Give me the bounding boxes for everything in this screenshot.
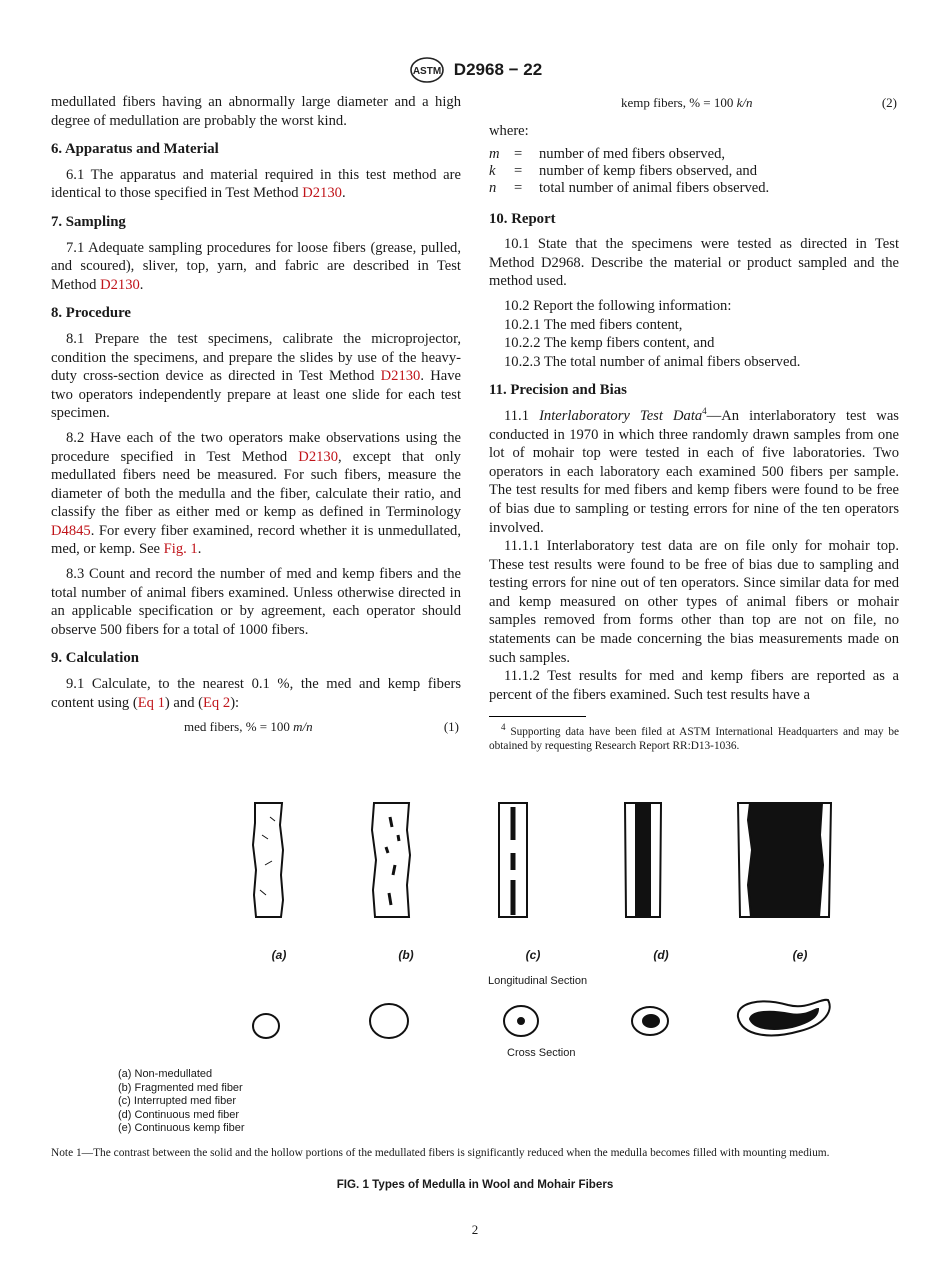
longitudinal-section-label: Longitudinal Section [488, 975, 588, 987]
right-column [489, 94, 899, 753]
fiber-a-cross-section [253, 1014, 279, 1038]
section-6-heading: 6. Apparatus and Material [51, 141, 219, 158]
paragraph-6-1: 6.1 The apparatus and material required in this test method are identical to those specified in Test Method D2130. [51, 166, 461, 202]
equation-1: med fibers, % = 100 m/n (1) [51, 718, 461, 738]
paragraph-11-1: 11.1 Interlaboratory Test Data$^4$—An interlaboratory test was conducted in 1970 in which three randomly drawn samples from one lot of mohair top were tested in each of five laboratories. Two operators in each laboratory each examined 500 fibers per sample. The test results for med fibers and kemp fibers were found to be free of bias due to sampling or testing errors for nine of the ten operators involved. [489, 406, 899, 536]
panel-label-c: (c) [525, 948, 541, 962]
footnote-marker: 4 [702, 406, 707, 417]
svg-text:ASTM: ASTM [412, 66, 441, 77]
footnote-divider [489, 716, 586, 717]
paragraph-7-1: 7.1 Adequate sampling procedures for loose fibers (grease, pulled, and scoured), sliver, top, yarn, and fabric are described in Test Method D2130. [51, 239, 461, 293]
paragraph-8-1: 8.1 Prepare the test specimens, calibrate the microprojector, condition the specimens, and prepare the slides by use of the heavy-duty cross-section device as directed in Test Method D2130. Have two operators independently prepare at least one slide for each test specimen. [51, 330, 461, 422]
panel-label-b: (b) [398, 948, 414, 962]
left-column [51, 93, 461, 738]
ref-d2130-link[interactable]: D2130 [302, 185, 342, 202]
panel-label-e: (e) [792, 948, 808, 962]
where-label: where: [489, 123, 529, 139]
astm-logo-icon [408, 56, 446, 84]
footnote: $^4$ Supporting data have been filed at ASTM International Headquarters and may be obtained by requesting Research Report RR:D13-1036. [489, 722, 900, 753]
ref-eq1-link[interactable]: Eq 1 [137, 694, 165, 711]
paragraph-10-2: 10.2 Report the following information: [504, 297, 732, 314]
page-header [0, 56, 950, 84]
legend-item: (d) Continuous med fiber [118, 1108, 240, 1121]
figure-title: FIG. 1 Types of Medulla in Wool and Mohair Fibers [336, 1178, 614, 1191]
section-8-heading: 8. Procedure [51, 305, 131, 322]
legend-item: (e) Continuous kemp fiber [118, 1122, 245, 1135]
legend-item: (a) Non-medullated [118, 1068, 213, 1080]
paragraph-11-1-2: 11.1.2 Test results for med and kemp fibers are reported as a percent of the fibers examined. Such test results have a [489, 668, 899, 703]
paragraph-11-1-1: 11.1.1 Interlaboratory test data are on file only for mohair top. These test results were found to be free of bias due to sampling and testing errors for nine out of ten operators. Since similar data for med and kemp measured on other types of animal fibers or mohair samples removed from forms other than top are not on file, no statements can be made concerning the bias measurements made on such samples. [489, 538, 899, 666]
ref-d2130-link[interactable]: D2130 [380, 368, 421, 385]
panel-label-a: (a) [271, 948, 287, 962]
paragraph-10-2-3: 10.2.3 The total number of animal fibers observed. [504, 353, 801, 370]
fiber-a-longitudinal [253, 803, 283, 917]
document-code: D2968 − 22 [453, 60, 543, 79]
equation-number: (1) [443, 719, 459, 735]
section-9-heading: 9. Calculation [51, 650, 139, 667]
panel-label-d: (d) [653, 948, 669, 962]
fiber-e-longitudinal [738, 803, 831, 917]
figure-1-illustration [0, 795, 950, 1055]
ref-d2130-link[interactable]: D2130 [298, 448, 339, 465]
fiber-c-cross-section [504, 1006, 538, 1036]
equation-2: kemp fibers, % = 100 k/n (2) [489, 94, 899, 114]
fiber-b-cross-section [370, 1004, 408, 1038]
ref-d4845-link[interactable]: D4845 [51, 522, 91, 539]
variable-definition: m = number of med fibers observed, [489, 145, 726, 162]
figure-note: Note 1—The contrast between the solid and the hollow portions of the medullated fibers is significantly reduced when the medulla becomes filled with mounting medium. [51, 1147, 830, 1159]
ref-fig1-link[interactable]: Fig. 1 [163, 541, 198, 558]
page-number: 2 [471, 1222, 479, 1237]
section-11-heading: 11. Precision and Bias [489, 382, 627, 399]
paragraph-9-1: 9.1 Calculate, to the nearest 0.1 %, the med and kemp fibers content using (Eq 1) and (Eq 2): [51, 676, 461, 711]
cross-section-label: Cross Section [507, 1047, 576, 1059]
ref-d2130-link[interactable]: D2130 [100, 276, 140, 293]
paragraph-8-2: 8.2 Have each of the two operators make observations using the procedure specified in Test Method D2130, except that only medullated fibers need be measured. For such fibers, measure the diameter of both the medulla and the fiber, calculate their ratio, and classify the fiber as either med or kemp as defined in Terminology D4845. For every fiber examined, record whether it is unmedullated, med, or kemp. See Fig. 1. [51, 429, 461, 558]
fiber-d-cross-section [632, 1007, 668, 1035]
variable-definition: k = number of kemp fibers observed, and [489, 162, 758, 179]
fiber-b-longitudinal [372, 803, 410, 917]
fiber-e-cross-section [738, 1000, 830, 1036]
fiber-c-longitudinal [499, 803, 527, 917]
equation-number: (2) [881, 95, 897, 110]
paragraph-10-2-1: 10.2.1 The med fibers content, [504, 316, 683, 333]
section-10-heading: 10. Report [489, 210, 556, 227]
paragraph-8-3: 8.3 Count and record the number of med and kemp fibers and the total number of animal fibers examined. Unless otherwise directed in an applicable specification or by agreement, each operator should observe 500 fibers for a total of 1000 fibers. [51, 566, 461, 638]
intro-paragraph: medullated fibers having an abnormally large diameter and a high degree of medullation are probably the worst kind. [51, 94, 461, 129]
figure-legend [118, 1068, 245, 1136]
fiber-d-longitudinal [625, 803, 661, 917]
paragraph-10-1: 10.1 State that the specimens were tested as directed in Test Method D2968. Describe the material or product sampled and the method used. [489, 236, 899, 290]
legend-item: (c) Interrupted med fiber [118, 1095, 236, 1108]
section-7-heading: 7. Sampling [51, 213, 126, 230]
variable-definition: n = total number of animal fibers observed. [489, 179, 770, 196]
ref-eq2-link[interactable]: Eq 2 [203, 694, 231, 711]
legend-item: (b) Fragmented med fiber [118, 1081, 243, 1094]
paragraph-10-2-2: 10.2.2 The kemp fibers content, and [504, 335, 715, 352]
